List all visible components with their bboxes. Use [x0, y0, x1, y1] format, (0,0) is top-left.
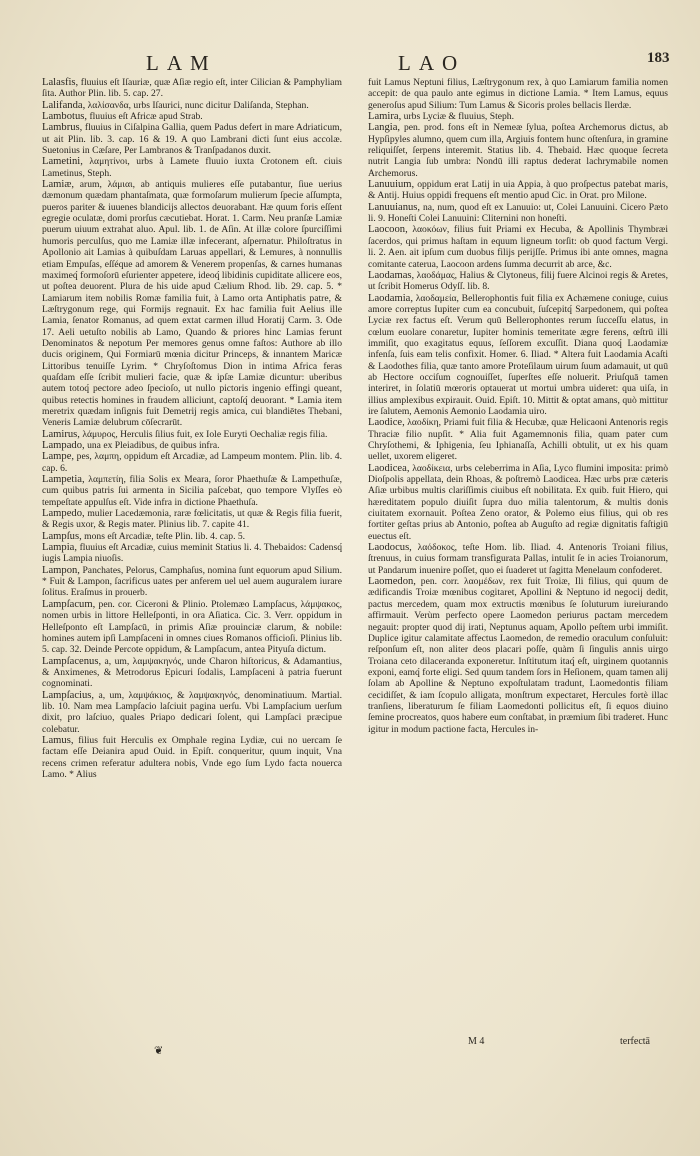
dictionary-entry [42, 429, 342, 440]
entry-body: λαοδαμεία, Bellerophontis fuit filia ex Achæmene coniuge, cuius amore correptus Iupiter cum ea concubuit, ſuſcepitq́ Sarpedonem, qui poſtea Lyciæ rex factus eſt. Verum quū Bellerophontes rerum ſucceſſu elatus, in cœlum euolare conaretur, Iupiter hominis temeritate ægre ferens, œſtrū illi immiſit, quo exagitatus equus, ſeſſorem excuſſit. Diana quoq́ Laodamiæ infenſa, ſuis eam telis confixit. Homer. 6. Iliad. * Altera fuit Laodamia Acaſti & Laodothes filia, quæ tanto amore Proteſilaum uirum ſuum adamauit, ut quū ab Hectore occiſum cognouiſſet, ſuperſtes eſſe noluerit. Priuſquā tamen interiret, in ſolatiū mœroris optauerat ut mortui umbra uideret: qua uiſa, in illius amplexibus expirauit. Ouid. Epiſt. 10. Mittit & optat amans, quò mittitur ire ſalutem, Aemonis Aemonio Laodamia uiro. [368, 292, 668, 417]
entry-headword: Lambotus, [42, 111, 88, 123]
dictionary-entry [368, 224, 668, 269]
dictionary-entry [42, 77, 342, 100]
dictionary-entry [42, 542, 342, 565]
entry-headword: Lampſus, [42, 530, 82, 542]
dictionary-entry [42, 735, 342, 780]
entry-headword: Laomedon, [368, 576, 416, 588]
entry-headword: Laocoon, [368, 224, 408, 236]
dictionary-entry [42, 565, 342, 599]
entry-body: fluuius in Ciſalpina Gallia, quem Padus defert in mare Adriaticum, ut ait Plin. lib. 3. cap. 16 & 19. A quo Lambrani dicti ſunt eius accolæ. Suetonius in Cæſare, Per Lambranos & Tranſpadanos duxit. [42, 122, 342, 157]
entry-body: pen. corr. λαομέδων, rex fuit Troiæ, Ili filius, qui quum de ædificandis Troiæ mœnibus cogitaret, Apollini & Neptuno id negocij dedit, pactus mercedem, quam mox extructis mœnibus ſe ſoluturum iureiurando affirmauit. Verùm perfecto opere Laomedon periurus pactam mercedem negauit: propter quod dij irati, Neptunus aquam, Apollo peſtem urbi immiſit. Duplice igitur calamitate affectus Laomedon, de remedio oraculum conſuluit: reſponſum eſt, non aliter deos placari poſſe, quàm ſi ſingulis annis uirgo Troiana ceto dilaceranda exponeretur. Inſtitutum itaq́ eſt, uirginem quotannis exponi, eamq́ forte eligi. Sed quum tandem ſors in Heſionem, quam tamen alij ſolam ab Apolline & Neptuno expoſtulatam tradunt, Laomedontis filiam cecidiſſet, & iam ſcopulo alligata, monſtrum expectaret, Hercules fortè illac tranſiens, liberaturum ſe filiam Laomedonti pollicitus eſt, ſi equos diuino ſemine procreatos, quos habere eum conſtabat, in præmium ſibi traderet. Hunc igitur in modum pactione facta, Hercules in- [368, 576, 668, 735]
right-column [368, 77, 668, 735]
entry-body: mulier Lacedæmonia, raræ fœlicitatis, ut quæ & Regis filia fuerit, & Regis uxor, & Regis mater. Plinius lib. 7. capite 41. [42, 508, 342, 531]
entry-body: λαοκόων, filius fuit Priami ex Hecuba, & Apollinis Thymbræi ſacerdos, qui primus haſtam in equum ligneum torſit: ob quod factum Vergi. li. 2. Aen. ait ipſum cum duobus filijs perijſſe. Primus ibi ante omnes, magna comitante caterua, Laocoon ardens ſumma decurrit ab arce, &c. [368, 224, 668, 270]
entry-body: una ex Pleiadibus, de quibus infra. [87, 440, 220, 451]
dictionary-entry [42, 100, 342, 111]
dictionary-entry [368, 542, 668, 576]
dictionary-entry [368, 179, 668, 202]
catchword: terfectā [620, 1036, 650, 1047]
entry-headword: Lampon, [42, 564, 80, 576]
running-head-left: LAM [146, 51, 217, 75]
left-column [42, 77, 342, 780]
dictionary-entry [42, 474, 342, 508]
dictionary-entry [368, 111, 668, 122]
entry-body: λαμπετίη, filia Solis ex Meara, ſoror Phaethuſæ & Lampethuſæ, cum quibus patris ſui armenta in Sicilia paſcebat, quo tempore Vlyſſes eò tempeſtate appulſus eſt. Vide infra in dictione Phaethuſa. [42, 474, 342, 508]
entry-body: λαλίσανδα, urbs Iſaurici, nunc dicitur Daliſanda, Stephan. [87, 99, 309, 111]
entry-headword: Lamus, [42, 734, 74, 746]
entry-headword: Lanuuianus, [368, 201, 421, 213]
ornament-leaf: ❦ [154, 1045, 164, 1057]
signature-mark: M 4 [468, 1036, 485, 1047]
dictionary-entry [368, 122, 668, 179]
entry-headword: Lampetia, [42, 474, 85, 486]
dictionary-entry [368, 293, 668, 418]
entry-body: a, um, λαμψακηνός, unde Charon hiſtoricus, & Adamantius, & Anximenes, & Metrodorus Epicuri ſodalis, Lampſaceni à patria fuerunt cognominati. [42, 655, 342, 690]
entry-headword: Lamiæ, [42, 179, 75, 191]
dictionary-entry [42, 531, 342, 542]
entry-headword: Langia, [368, 122, 401, 134]
dictionary-entry [42, 690, 342, 735]
dictionary-entry [42, 122, 342, 156]
entry-body: mons eſt Arcadiæ, teſte Plin. lib. 4. cap. 5. [84, 530, 246, 542]
entry-body: pes, λαμπη, oppidum eſt Arcadiæ, ad Lampeum montem. Plin. lib. 4. cap. 6. [42, 451, 342, 474]
dictionary-entry [368, 417, 668, 462]
entry-headword: Laodocus, [368, 542, 412, 554]
entry-headword: Lalifanda, [42, 99, 86, 111]
entry-body: λαμητίνοι, urbs à Lamete fluuio iuxta Crotonem eſt. ciuis Lametinus, Steph. [42, 156, 342, 179]
entry-headword: Lampado, [42, 440, 85, 451]
entry-headword: Lanuuium, [368, 179, 415, 191]
entry-body: Panchates, Pelorus, Camphaſus, nomina ſunt equorum apud Silium. * Fuit & Lampon, ſacrificus uates per anferem uel uel auem auguralem iurare ſolitus. Eraſmus in prouerb. [42, 564, 342, 599]
entry-body: filius fuit Herculis ex Omphale regina Lydiæ, cui no uercam ſe factam eſſe Deianira apud Ouid. in Epiſt. conqueritur, quum inquit, Vna recens crimen referatur adultera nobis, Vnde ego ſum Lydo facta nouerca Lamo. * Alius [42, 734, 343, 780]
entry-headword: Lalasfis, [42, 77, 79, 88]
page-number: 183 [647, 50, 670, 66]
entry-body: λαοδίκη, Priami fuit filia & Hecubæ, quæ Helicaoni Antenoris regis Thraciæ filio nupſit. * Alia fuit Agamemnonis filia, quam pater cum Chryſothemi, & Iphigenia, ſeu Iphianaſſa, Achilli obtulit, ut ex his quam uellet, uxorem eligeret. [368, 417, 668, 463]
dictionary-entry [42, 111, 342, 122]
entry-headword: Lambrus, [42, 122, 83, 134]
dictionary-entry [42, 156, 342, 179]
entry-body: arum, λάμιαι, ab antiquis mulieres eſſe putabantur, ſiue uerius dæmonum quædam phantaſmata, quæ formoſarum mulierum ſpecie aſſumpta, pueros pariter & iuuenes blandicijs allectos deuorabant. Hæ quum foris eſſent egregie oculatæ, domi prorſus cæcutiebat. Horat. 1. Carm. Neu pranſæ Lamiæ puerum uiuum extrahat aluo. Apul. lib. 1. de Aſin. At illæ colore ſpurciſſimi humoris perculſus, quo me Lamiæ illæ infecerant, aſpernatur. Philoſtratus in Apollonio ait Lamias à quibuſdam Laruas appellari, & Lemures, à nonnullis etiam Empuſas, eſſéque ad amorem & Venerem propenſas, & carnes humanas maximeq́ formoſorū eſurienter appetere, ideoq́ libidinis cupiditate allicere eos, ut poſtea deuorent. Plura de his uide apud Cælium Rhod. lib. 29. cap. 5. * Lamiarum item nobilis Romæ familia fuit, à Lamo orta Antiphatis patre, & Læſtrygonum rege, qui Formijs regnauit. Ex hac familia fuit Aelius ille Lamia, ſenator Romanus, ad quem extat carmen illud Horatij Carm. 3. Ode 17. Aeli uetuſto nobilis ab Lamo, Quando & priores hinc Lamias ferunt Denominatos & nepotum Per memores genus omne faſtos: Authore ab illo ducis originem, Qui Formiarū mœnia dicitur Princeps, & innantem Maricæ Littoribus tenuiſſe Lyrim. * Chryſoſtomus Dion in intima Africa feras quaſdam eſſe ſcribit mulieri facie, quæ & ipſæ Lamiæ dicuntur: uberibus autem totoq́ pectore adeo ſpecioſo, ut nullo pictoris ingenio effingi queant, quibus retectis homines in fraudem alliciunt, captoſq́ deuorant. * Lamia item meretrix quædam inſignis fuit Demetrij regis amica, cui blandiētes Thebani, Veneris Lamiæ delubrum cōſecrarūt. [42, 179, 342, 429]
entry-body: urbs Lyciæ & fluuius, Steph. [403, 111, 514, 123]
dictionary-entry [368, 270, 668, 293]
entry-body: fuit Lamus Neptuni filius, Læſtrygonum rex, à quo Lamiarum familia nomen accepit: de qua paulo ante egimus in dictione Lamia. * Item Lamus, equus generoſus apud Silium: Tum Lamus & Sicoris proles bellacis Ilerdæ. [368, 77, 668, 111]
entry-body: a, um, λαμψάκιος, & λαμψακηνός, denominatiuum. Martial. lib. 10. Nam mea Lampſacio laſciuit pagina uerſu. Vbi Lampſacium uerſum dixit, pro laſciuo, quales Priapo dedicari ſolent, qui Lampſaci præcipue colebatur. [42, 689, 342, 735]
dictionary-entry [368, 202, 668, 225]
entry-body: na, num, quod eſt ex Lanuuio: ut, Colei Lanuuini. Cicero Pæto li. 9. Honeſti Colei Lanuuini: Cliternini non honeſti. [368, 201, 668, 225]
entry-headword: Lampe, [42, 451, 75, 463]
entry-headword: Lamira, [368, 111, 402, 123]
entry-headword: Lampſacius, [42, 689, 95, 701]
entry-headword: Lametini, [42, 156, 83, 168]
entry-headword: Lamirus, [42, 428, 80, 440]
entry-body: oppidum erat Latij in uia Appia, à quo proſpectus patebat maris, & Antij. Huius oppidi frequens eſt mentio apud Cic. in Orat. pro Milone. [368, 179, 669, 202]
entry-body: λαοδίκεια, urbs celeberrima in Aſia, Lyco flumini imposita: primò Dioſpolis appellata, dein Rhoas, & poſtremò Laodicea. Hæc urbs præ cæteris Aſiæ urbibus multis clariſſimis ciuibus eſt nobilitata. Ex quib. fuit Hiero, qui hæreditatem populo diuiſit ſupra duo milia talentorum, & multis donis ciuitatem exornauit. Poſtea Zeno orator, & Polemo eius filius, qui ob res fortiter geſtas prius ab Antonio, poſtea ab Auguſto ad regiæ dignitatis faſtigiū euectus eſt. [368, 462, 668, 542]
entry-headword: Laodamas, [368, 269, 415, 281]
dictionary-entry [42, 179, 342, 429]
entry-headword: Laodice, [368, 417, 405, 429]
entry-body: pen. cor. Ciceroni & Plinio. Ptolemæo Lampſacus, λάμψακος, nomen urbis in littore Helleſponti, in ora Aſiatica. Cic. 3. Verr. oppidum in Helleſponto eſt Lampſacū, in primis Aſiæ prouinciæ clarum, & nobile: homines autem ipſi Lampſaceni in omnes ciues Romanos officioſi. Plinius lib. 5. cap. 32. Deinde Percote oppidum, & Lampſacum, antea Pityuſa dictum. [42, 598, 342, 656]
entry-headword: Lampſacum, [42, 598, 96, 610]
entry-body: fluuius eſt Africæ apud Strab. [89, 111, 203, 123]
dictionary-entry [42, 508, 342, 531]
entry-headword: Laodamia, [368, 292, 414, 304]
entry-headword: Laodicea, [368, 462, 410, 474]
entry-headword: Lampedo, [42, 508, 85, 520]
dictionary-entry [42, 451, 342, 474]
entry-body: λαόδοκος, teſte Hom. lib. Iliad. 4. Antenoris Troiani filius, ſtrenuus, in cuius formam transfigurata Pallas, intulit ſe in acies Troianorum, ut Pandarum inuenire poſſet, quo ei ſuaderet ut ſagitta Menelaum confoderet. [368, 542, 668, 576]
running-head-right: LAO [398, 51, 466, 75]
dictionary-entry [42, 599, 342, 656]
dictionary-entry [368, 576, 668, 735]
entry-body: λαοδάμας, Halius & Clytoneus, filij fuere Alcinoi regis & Aretes, ut ſcribit Homerus Odyſſ. lib. 8. [368, 269, 668, 293]
entry-body: pen. prod. fons eſt in Nemeæ ſylua, poſtea Archemorus dictus, ab Hypſipyles alumno, quem cum illa, Argiuis fontem hunc oſtenſura, in gramine reliquiſſet, ſerpens interemit. Statius lib. 4. Thebaid. Hæc quoque ſecreta nutrit Langia ſub umbra: Nondū illi raptus dederat lachrymabile nomen Archemorus. [368, 122, 668, 179]
entry-body: λάμυρος, Herculis ſilius fuit, ex Iole Euryti Oechaliæ regis filia. [82, 428, 328, 440]
entry-headword: Lampſacenus, [42, 655, 102, 667]
dictionary-entry [42, 440, 342, 451]
dictionary-entry [42, 656, 342, 690]
entry-headword: Lampia, [42, 542, 78, 554]
entry-body: fluuius eſt Arcadiæ, cuius meminit Statius li. 4. Thebaidos: Cadensq́ iugis Lampia niuoſis. [42, 542, 342, 565]
dictionary-entry [368, 77, 668, 111]
dictionary-entry [368, 463, 668, 542]
entry-body: fluuius eſt Iſauriæ, quæ Aſiæ regio eſt, inter Cilician & Pamphyliam ſita. Author Plin. lib. 5. cap. 27. [42, 77, 342, 100]
